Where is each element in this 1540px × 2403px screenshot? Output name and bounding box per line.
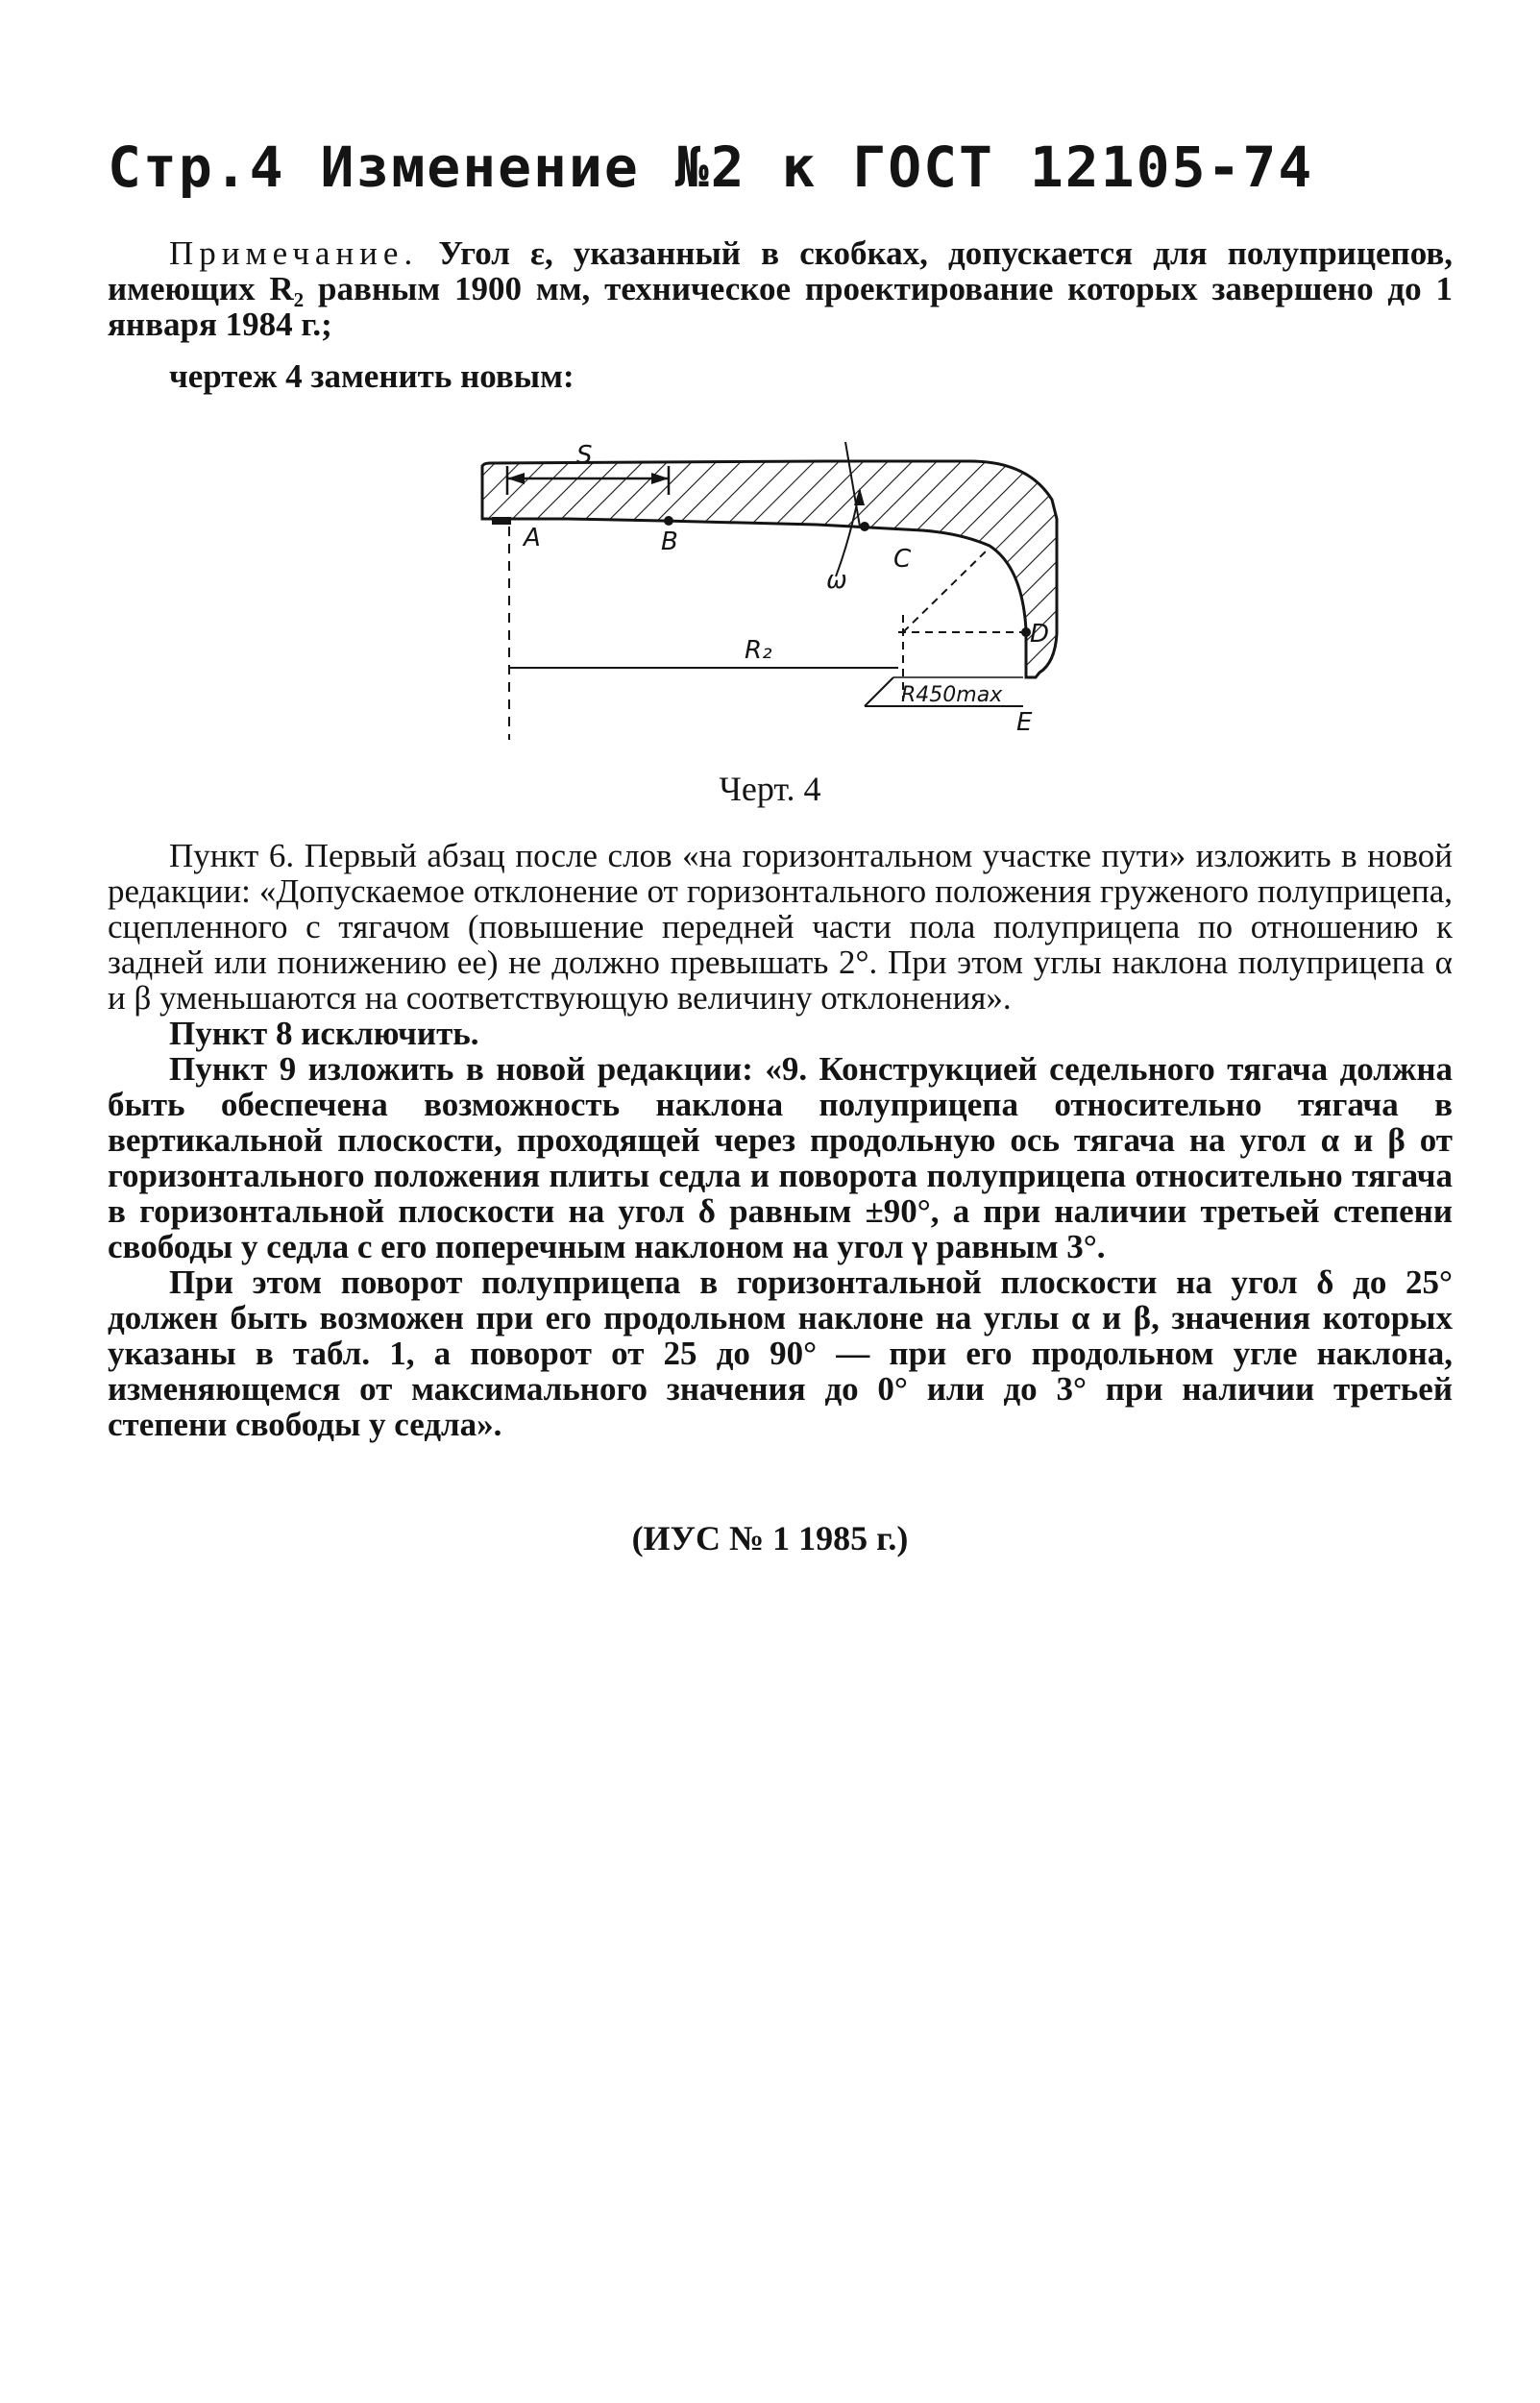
radius-label: R450max bbox=[901, 683, 1003, 707]
ius-reference: (ИУС № 1 1985 г.) bbox=[631, 1519, 909, 1557]
paragraph-punkt-8: Пункт 8 исключить. bbox=[169, 1015, 479, 1052]
page-title: Стр.4 Изменение №2 к ГОСТ 12105-74 bbox=[108, 135, 1314, 200]
paragraph-punkt-6: Пункт 6. Первый абзац после слов «на горизонтальном участке пути» изложить в новой редакции: «Допускаемое отклонение от горизонтального положения груженого полуприцепа, сцепленного с тягачом (повышение передней части пола полуприцепа по отношению к задней или понижению ее) не должно превышать 2°. При этом углы наклона полуприцепа α и β уменьшаются на соответствующую величину отклонения». bbox=[108, 837, 1453, 1017]
omega-label: ω bbox=[826, 566, 847, 595]
point-c-label: C bbox=[893, 545, 912, 574]
point-a-label: A bbox=[524, 524, 541, 552]
s-label: S bbox=[576, 441, 593, 470]
paragraph-punkt-9: Пункт 9 изложить в новой редакции: «9. Конструкцией седельного тягача должна быть обеспечена возможность наклона полуприцепа относительно тягача в вертикальной плоскости, проходящей через продольную ось тягача на угол α и β от горизонтального положения плиты седла и поворота полуприцепа относительно тягача в горизонтальной плоскости на угол δ равным ±90°, а при наличии третьей степени свободы у седла с его поперечным наклоном на угол γ равным 3°. bbox=[108, 1050, 1453, 1265]
figure-caption: Черт. 4 bbox=[719, 770, 821, 808]
note-text: Угол ε, указанный в скобках, допускается для полуприцепов, имеющих R₂ равным 1900 мм, техническое проектирование которых завершено до 1 января 1984 г.; bbox=[108, 234, 1453, 343]
paragraph-rotation: При этом поворот полуприцепа в горизонтальной плоскости на угол δ до 25° должен быть возможен при его продольном наклоне на углы α и β, значения которых указаны в табл. 1, а поворот от 25 до 90° — при его продольном угле наклона, изменяющемся от максимального значения до 0° или до 3° при наличии третьей степени свободы у седла». bbox=[108, 1263, 1453, 1443]
point-b-label: B bbox=[661, 527, 678, 556]
point-d-label: D bbox=[1030, 620, 1050, 649]
r2-label: R₂ bbox=[745, 636, 772, 665]
drawing-4 bbox=[471, 413, 1105, 749]
amendment-body bbox=[108, 838, 1453, 1442]
point-e-label: E bbox=[1016, 708, 1033, 737]
note-paragraph bbox=[108, 235, 1453, 342]
note-label: Примечание. bbox=[169, 234, 419, 272]
replace-instruction: чертеж 4 заменить новым: bbox=[169, 357, 574, 395]
